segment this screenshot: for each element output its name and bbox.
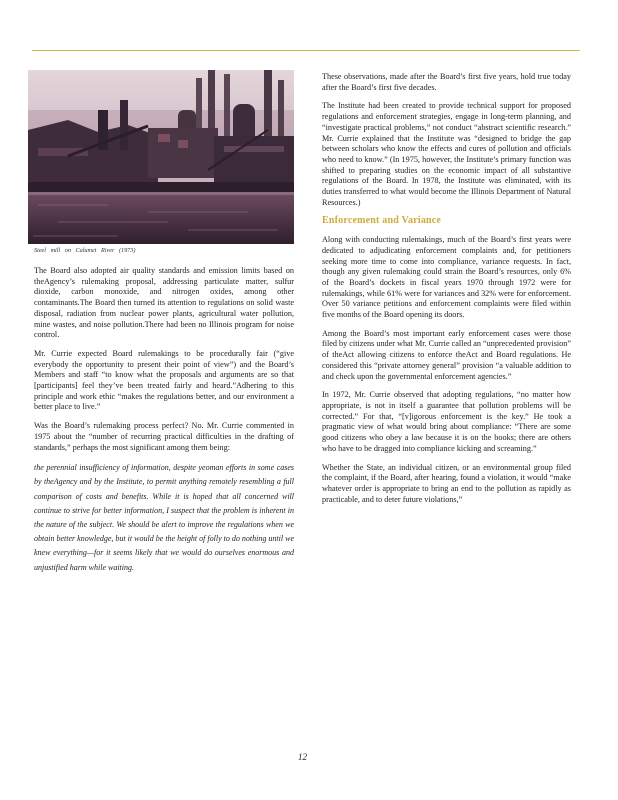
paragraph: These observations, made after the Board’s first five years, hold true today after the Board’s first five decades. bbox=[322, 72, 571, 92]
steel-mill-illustration bbox=[28, 70, 294, 244]
paragraph: The Institute had been created to provide technical support for proposed regulations and enforcement strategies, engage in long-term planning, and “investigate practical problems,” not conduct “abstract scientific research.” Mr. Currie explained that the Institute was “designed to bridge the gap between scholars who know the effects and cures of pollution and officials who need to know.” (In 1975, however, the Institute’s primary function was shifted to preparing studies on the economic impact of all substantive regulations of the Board. In 1978, the Institute was eliminated, with its duties transferred to what would become the Illinois Department of Natural Resources.) bbox=[322, 101, 571, 207]
photo-caption: Steel mill on Calumet River (1973) bbox=[34, 247, 136, 254]
header-rule bbox=[32, 50, 580, 51]
paragraph: Was the Board’s rulemaking process perfect? No. Mr. Currie commented in 1975 about the “number of recurring practical difficulties in the drafting of standards,” perhaps the most significant among them being: bbox=[34, 421, 294, 452]
paragraph: In 1972, Mr. Currie observed that adopting regulations, “no matter how appropriate, is not in itself a guarantee that pollution problems will be corrected.” For that, “[v]igorous enforcement is the key.” He took a pragmatic view of what would bring about compliance: “There are some good citizens who obey a law because it is on the books; there are others who have to be dragged into compliance kicking and screaming.” bbox=[322, 390, 571, 453]
paragraph: Mr. Currie expected Board rulemakings to be procedurally fair (“give everybody the opportunity to present their point of view”) and the Board’s Members and staff “to know what the proposals and arguments are so that [participants] feel they’ve been treated fairly and heard.”Adhering to this principle and work ethic “makes the regulations better, and our environment a better place to live.” bbox=[34, 348, 294, 412]
steel-mill-photo bbox=[28, 70, 294, 244]
paragraph: Among the Board’s most important early enforcement cases were those filed by citizens under what Mr. Currie called an “unprecedented provision” of theAct allowing citizens to enforce theAct and Board regulations. He considered this “private attorney general” provision “a valuable addition to and check upon the governmental enforcement agencies.” bbox=[322, 328, 571, 381]
block-quote: the perennial insufficiency of information, despite yeoman efforts in some cases by theAgency and by the Institute, to permit anything remotely resembling a full comparison of costs and benefits. While it is hoped that all concerned will continue to strive for better information, I suspect that the problem is inherent in the nature of the subject. We should be alert to improve the regulations when we obtain better knowledge, but it would be the height of folly to do nothing until we knew everything—for it seems likely that we would do ourselves enormous and unjustified harm while waiting. bbox=[34, 463, 294, 572]
paragraph: The Board also adopted air quality standards and emission limits based on theAgency’s rulemaking proposal, addressing particulate matter, sulfur dioxide, carbon monoxide, and nitrogen oxides, among other contaminants.The Board then turned its attention to regulations on solid waste disposal, radiation from nuclear power plants, agricultural water pollution, mine wastes, and noise pollution.There had been no Illinois program for noise control. bbox=[34, 266, 294, 340]
right-column bbox=[322, 72, 571, 513]
left-column bbox=[34, 266, 294, 583]
page-number: 12 bbox=[298, 752, 307, 762]
paragraph: Whether the State, an individual citizen, or an environmental group filed the complaint, if the Board, after hearing, found a violation, it would “make whatever order is appropriate to bring an end to the pollution as rapidly as practicable, and to deter future violations,” bbox=[322, 462, 571, 504]
section-heading: Enforcement and Variance bbox=[322, 215, 442, 227]
paragraph: Along with conducting rulemakings, much of the Board’s first years were dedicated to adjudicating enforcement complaints and, for petitioners seeking more time to come into compliance, variance requests. In fact, though any given rulemaking could strain the Board’s resources, only 6% of the Board’s dockets in fiscal years 1970 through 1972 were for rulemakings, while 61% were for variances and 32% were for enforcement. Over 50 variance petitions and enforcement complaints were filed within five months of the Board opening its doors. bbox=[322, 235, 571, 320]
